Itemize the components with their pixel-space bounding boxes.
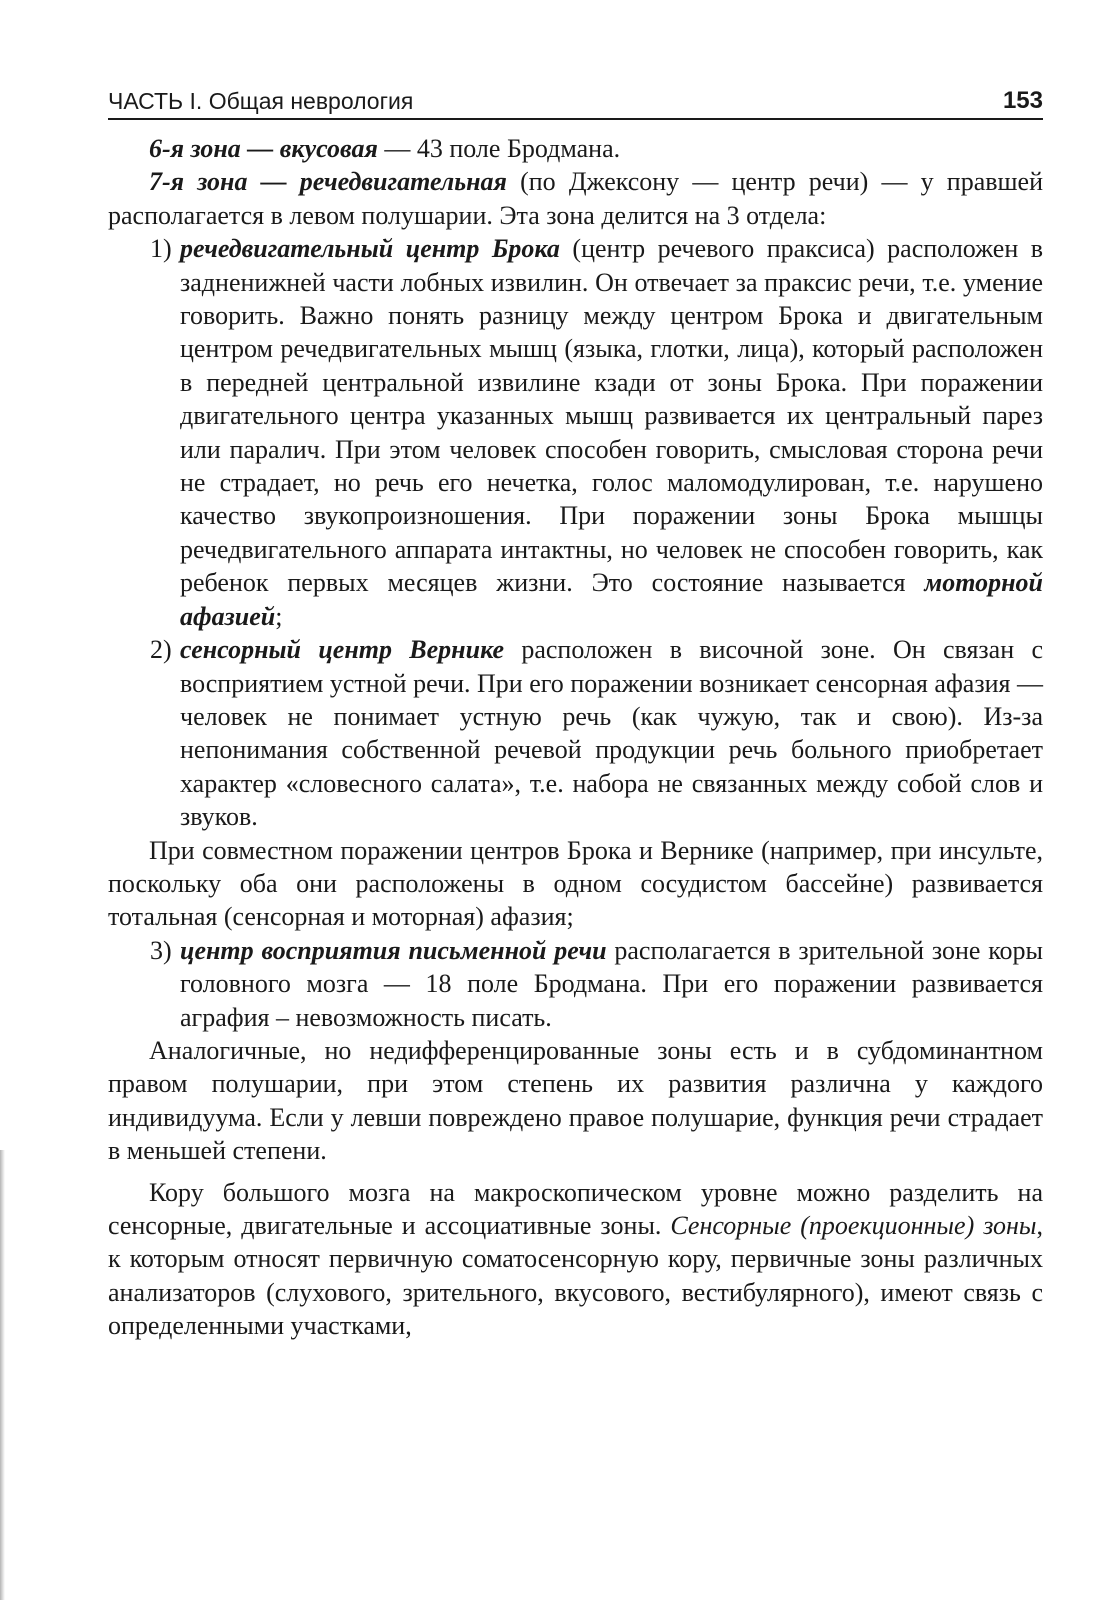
running-header [108,84,1043,120]
list-item-3 [108,934,1043,1034]
paragraph-analogous-zones: Аналогичные, но недифференцированные зоны есть и в субдоминантном правом полушарии, при этом степень их развития различна у каждого индивидуума. Если у левши повреждено правое полушарие, функция речи страдает в меньшей степени. [108,1035,1043,1166]
list-text-3 [180,934,1043,1034]
running-title: ЧАСТЬ I. Общая неврология [108,88,414,114]
list-text-1 [180,232,1043,633]
item-1-end: ; [275,601,283,631]
term-zone-7: 7-я зона — речедвигательная [149,167,507,197]
list-text-2 [180,633,1043,833]
zone-6-text: — 43 поле Бродмана. [377,134,621,163]
zone-7-text: (по Джексону — центр речи) — у правшей располагается в левом полушарии. Эта зона делится на 3 отдела: [108,167,1043,230]
term-wernicke-center: сенсорный центр Вернике [180,635,505,665]
paragraph-cortex-zones [108,1176,1043,1343]
term-written-speech-center: центр восприятия письменной речи [180,935,607,965]
page-body [108,132,1043,1343]
list-number-2: 2) [150,635,172,665]
paragraph-combined-lesion: При совместном поражении центров Брока и Вернике (например, при инсульте, поскольку оба они расположены в одном сосудистом бассейне) развивается тотальная (сенсорная и моторная) афазия; [108,835,1043,932]
list-item-1 [108,232,1043,633]
term-zone-6: 6-я зона — вкусовая [149,134,378,163]
list-number-3: 3) [150,935,172,965]
term-sensory-zones: Сенсорные (проекционные) зоны [670,1211,1037,1240]
list-number-1: 1) [150,234,172,264]
broca-text: (центр речевого праксиса) расположен в задненижней части лобных извилин. Он отвечает за праксис речи, т.е. умение говорить. Важно понять разницу между центром Брока и двигательным центром речедвигательных мышц (языка, глотки, лица), который расположен в передней центральной извилине кзади от зоны Брока. При поражении двигательного центра указанных мышц развивается их центральный парез или паралич. При этом человек способен говорить, смысловая сторона речи не страдает, но речь его нечетка, голос маломодулирован, т.е. нарушено качество звукопроизношения. При поражении зоны Брока мышцы речедвигательного аппарата интактны, но человек не способен говорить, как ребенок первых месяцев жизни. Это состояние называется [180,234,1044,598]
wernicke-text: расположен в височной зоне. Он связан с восприятием устной речи. При его поражении возникает сенсорная афазия — человек не понимает устную речь (как чужую, так и свою). Из-за непонимания собственной речевой продукции речь больного приобретает характер «словесного салата», т.е. набора не связанных между собой слов и звуков. [180,635,1043,832]
cortex-text-2: , к которым относят первичную соматосенсорную кору, первичные зоны различных анализаторов (слухового, зрительного, вкусового, вестибулярного), имеют связь с определенными участками, [108,1211,1043,1341]
scan-edge-shadow [0,1150,5,1600]
list-item-2 [108,633,1043,833]
written-speech-text: располагается в зрительной зоне коры головного мозга — 18 поле Бродмана. При его поражении развивается аграфия – невозможность писать. [180,935,1043,1032]
term-broca-center: речедвигательный центр Брока [180,234,560,264]
cortex-text-1: Кору большого мозга на макроскопическом уровне можно разделить на сенсорные, двигательные и ассоциативные зоны. [108,1177,1043,1240]
paragraph-zone-6 [108,132,1043,165]
paragraph-zone-7 [108,165,1043,232]
page-number: 153 [1002,87,1043,114]
term-motor-aphasia: моторной афазией [180,568,1043,631]
